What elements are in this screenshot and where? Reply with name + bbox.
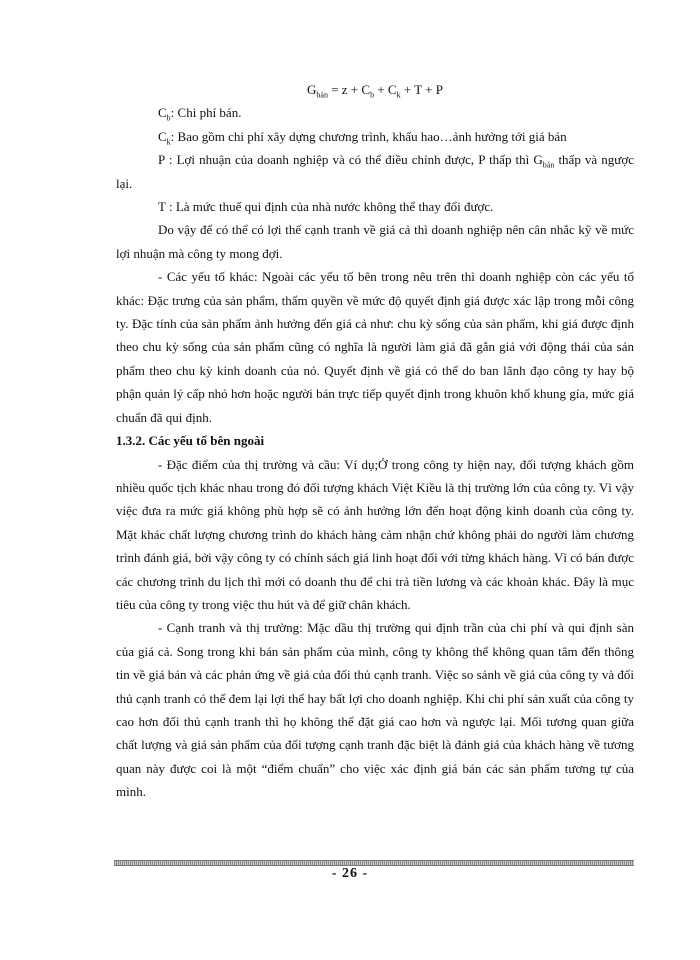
- document-body: [116, 78, 634, 804]
- page-number: - 26 -: [331, 866, 369, 881]
- definition-t: T : Là mức thuế qui định của nhà nước không thể thay đổi được.: [158, 199, 494, 215]
- cb-sub: b: [166, 114, 171, 123]
- ck-sub: k: [166, 137, 171, 147]
- ck-text: : Bao gồm chi phí xây dựng chương trình, khấu hao…ảnh hưởng tới giá bán: [170, 128, 567, 144]
- definition-cb: [116, 101, 634, 124]
- formula-ck-sub: k: [396, 90, 401, 100]
- formula-g-sub: bán: [316, 90, 328, 100]
- paragraph-market-demand: - Đặc điểm của thị trường và cầu: Ví dụ;Ở trong công ty hiện nay, đối tượng khách gồm nhiều quốc tịch khác nhau trong đó đối tượng khách Việt Kiều là thị trường lớn của công ty. Vì vậy việc đưa ra mức giá không phù hợp sẽ có ảnh hưởng lớn đến hoạt động kinh doanh của công ty. Mặt khác chất lượng chương trình do khách hàng cảm nhận chứ không phải do người làm chương trình đánh giá, bởi vậy công ty có chính sách giá linh hoạt đối với từng khách hàng. Vì có bán được các chương trình du lịch thì mới có doanh thu để chi trả tiền lương và các khoản khác. Đây là mục tiêu của công ty trong việc thu hút và để giữ chân khách.: [116, 456, 634, 612]
- formula-rhs3: + T + P: [400, 82, 443, 97]
- cb-text: : Chi phí bán.: [170, 105, 242, 121]
- cb-label: C: [158, 105, 167, 121]
- p-text-2: thấp và ngược lại.: [116, 152, 634, 191]
- paragraph-other-factors: - Các yếu tố khác: Ngoài các yếu tố bên trong nêu trên thì doanh nghiệp còn các yếu tố khác: Đặc trưng của sản phẩm, thẩm quyền về mức độ quyết định giá được xác lập trong mỗi công ty. Đặc tính của sản phẩm ảnh hưởng đến giá cả như: chu kỳ sống của sản phẩm, khi giá được định theo chu kỳ sống của sản phẩm cũng có nghĩa là người làm giá đã gắn giá với động thái của sản phẩm theo chu kỳ kinh doanh của nó. Quyết định về giá có thể do ban lãnh đạo công ty hay bộ phận quản lý cấp nhỏ hơn hoặc người bán trực tiếp quyết định trong khuôn khổ khung gía, mức giá chuẩn đã qui định.: [116, 269, 634, 425]
- formula-rhs2: + C: [374, 82, 397, 97]
- p-sub: bán: [542, 160, 555, 170]
- formula-g: G: [307, 82, 317, 97]
- paragraph-profit-note: Do vậy để có thể có lợi thế cạnh tranh về giá cả thì doanh nghiệp nên cân nhắc kỹ về mức lợi nhuận mà công ty mong đợi.: [116, 222, 634, 261]
- formula-rhs1: = z + C: [327, 82, 371, 97]
- paragraph-competition: - Cạnh tranh và thị trường: Mặc dầu thị trường qui định trần của chi phí và qui định sàn của giá cả. Song trong khi bán sản phẩm của mình, công ty không thể không quan tâm đến thông tin về giá bán và các phản ứng về giá của đối thủ cạnh tranh. Việc so sánh về giá của công ty và đối thủ cạnh tranh có thể đem lại lợi thế hay bất lợi cho doanh nghiệp. Khi chi phí sản xuất của công ty cao hơn đối thủ cạnh tranh thì họ không thể đặt giá cao hơn và ngược lại. Mối tương quan giữa chất lượng và giá sản phẩm của đối tượng cạnh tranh đặc biệt là đánh giá của khách hàng về tương quan này được coi là một “điểm chuẩn” cho việc xác định giá bán các sản phẩm tương tự của mình.: [116, 620, 634, 800]
- definition-ck: [116, 125, 634, 148]
- p-text-1: P : Lợi nhuận của doanh nghiệp và có thể điều chỉnh được, P thấp thì G: [158, 152, 543, 168]
- ck-label: C: [158, 128, 167, 144]
- formula-cb-sub: b: [370, 90, 375, 100]
- section-heading-external-factors: 1.3.2. Các yếu tố bên ngoài: [116, 433, 265, 449]
- definition-p: [116, 148, 634, 195]
- price-formula: [116, 78, 634, 101]
